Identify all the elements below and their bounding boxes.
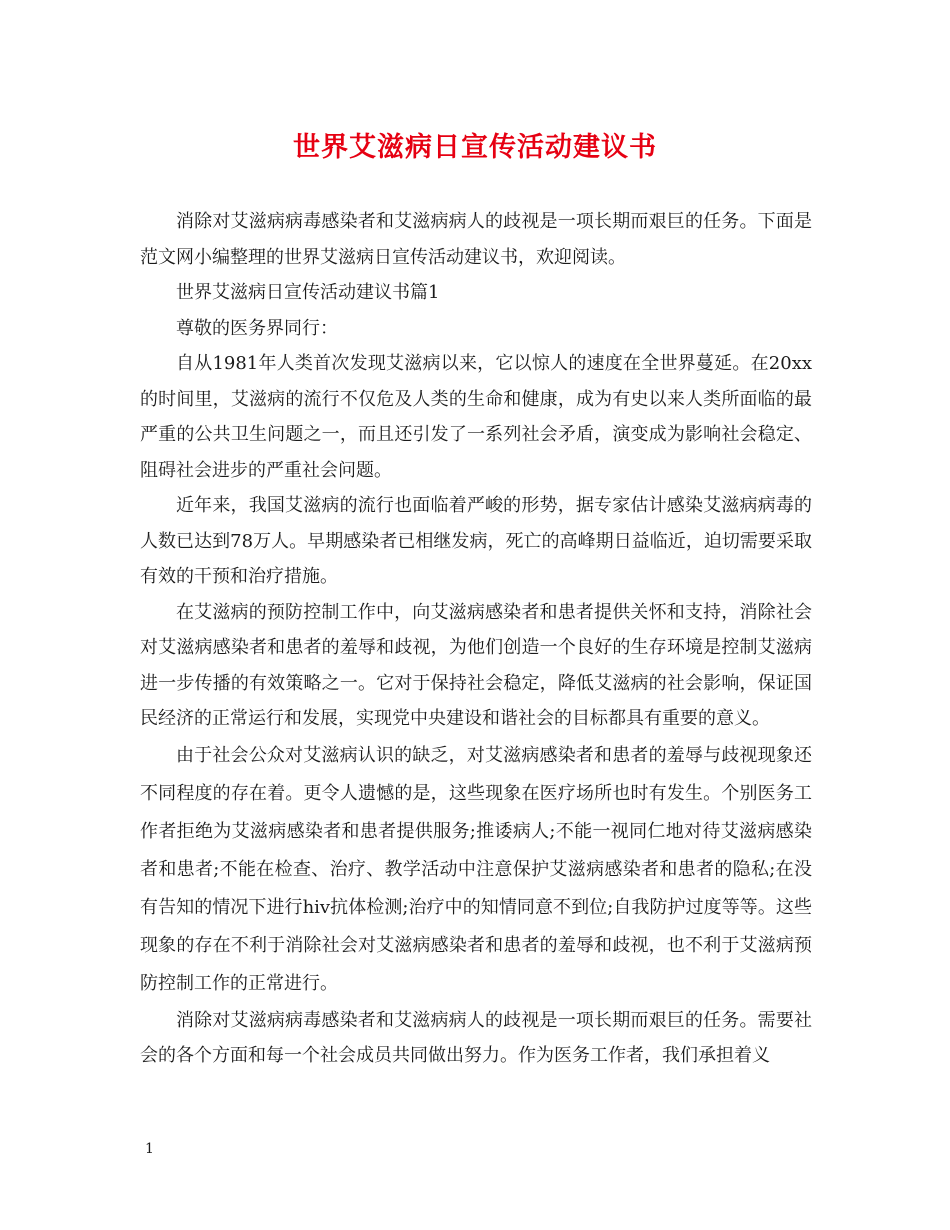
paragraph-intro: 消除对艾滋病病毒感染者和艾滋病病人的歧视是一项长期而艰巨的任务。下面是范文网小编整理的世界艾滋病日宣传活动建议书，欢迎阅读。 [140,211,812,268]
page-number: 1 [145,1141,154,1157]
document-body [140,204,812,1074]
salutation: 尊敬的医务界同行： [176,317,338,339]
paragraph-conclusion: 消除对艾滋病病毒感染者和艾滋病病人的歧视是一项长期而艰巨的任务。需要社会的各个方面和每一个社会成员共同做出努力。作为医务工作者，我们承担着义 [140,1009,812,1066]
paragraph-situation: 近年来，我国艾滋病的流行也面临着严峻的形势，据专家估计感染艾滋病病毒的人数已达到78万人。早期感染者已相继发病，死亡的高峰期日益临近，迫切需要采取有效的干预和治疗措施。 [140,495,812,587]
section-heading: 世界艾滋病日宣传活动建议书篇1 [176,282,440,303]
paragraph-discrimination: 由于社会公众对艾滋病认识的缺乏，对艾滋病感染者和患者的羞辱与歧视现象还不同程度的存在着。更令人遗憾的是，这些现象在医疗场所也时有发生。个别医务工作者拒绝为艾滋病感染者和患者提供服务;推诿病人;不能一视同仁地对待艾滋病感染者和患者;不能在检查、治疗、教学活动中注意保护艾滋病感染者和患者的隐私;在没有告知的情况下进行hiv抗体检测;治疗中的知情同意不到位;自我防护过度等等。这些现象的存在不利于消除社会对艾滋病感染者和患者的羞辱和歧视，也不利于艾滋病预防控制工作的正常进行。 [140,744,812,994]
document-title: 世界艾滋病日宣传活动建议书 [293,132,657,163]
paragraph-history: 自从1981年人类首次发现艾滋病以来，它以惊人的速度在全世界蔓延。在20xx的时间里，艾滋病的流行不仅危及人类的生命和健康，成为有史以来人类所面临的最严重的公共卫生问题之一，而且还引发了一系列社会矛盾，演变成为影响社会稳定、阻碍社会进步的严重社会问题。 [140,353,812,481]
paragraph-strategy: 在艾滋病的预防控制工作中，向艾滋病感染者和患者提供关怀和支持，消除社会对艾滋病感染者和患者的羞辱和歧视，为他们创造一个良好的生存环境是控制艾滋病进一步传播的有效策略之一。它对于保持社会稳定，降低艾滋病的社会影响，保证国民经济的正常运行和发展，实现党中央建设和谐社会的目标都具有重要的意义。 [140,601,812,729]
